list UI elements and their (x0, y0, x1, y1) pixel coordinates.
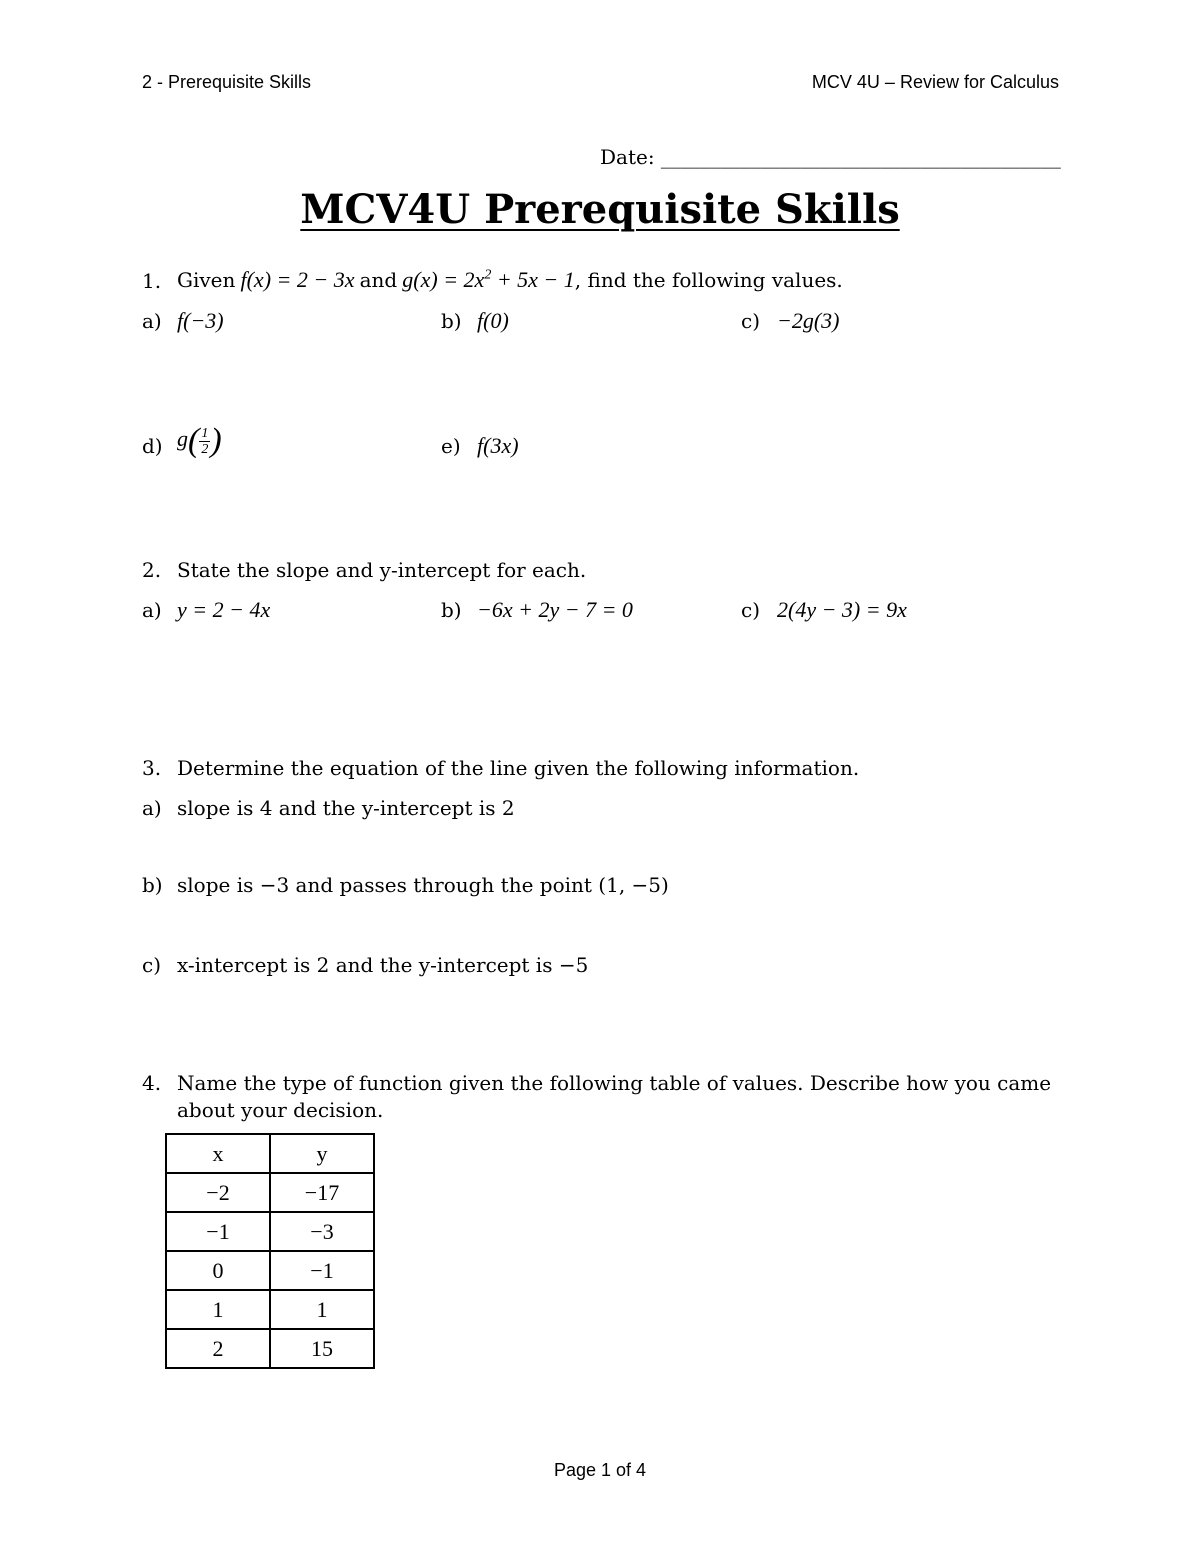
header-left: 2 - Prerequisite Skills (142, 72, 312, 92)
table-row (166, 1173, 374, 1212)
table-cell-x: 0 (166, 1251, 270, 1290)
q1-prompt (177, 267, 843, 293)
table-header-row (166, 1134, 374, 1173)
q1d-denominator: 2 (201, 441, 209, 457)
q3b-text: slope is −3 and passes through the point (1, −5) (177, 873, 669, 897)
q1-g-def-rest: + 5x − 1 (491, 267, 575, 292)
q3c-text: x-intercept is 2 and the y-intercept is −5 (177, 953, 589, 977)
q1d-fraction (199, 426, 210, 457)
q1d-right-paren: ) (210, 422, 222, 459)
page-title: MCV4U Prerequisite Skills (300, 186, 900, 233)
q1e-label: e) (441, 434, 461, 458)
q1d-numerator: 1 (201, 425, 209, 441)
q1d-label: d) (142, 434, 163, 458)
q1d-expression (177, 422, 222, 460)
q3a-label: a) (142, 796, 162, 820)
table-cell-x: 1 (166, 1290, 270, 1329)
q1b-label: b) (441, 309, 462, 333)
q1-g-def-exponent: 2 (484, 267, 492, 283)
table-cell-y: −1 (270, 1251, 374, 1290)
q1a-label: a) (142, 309, 162, 333)
q1-number: 1. (142, 269, 162, 293)
q2a-expression: y = 2 − 4x (177, 597, 271, 622)
table-cell-y: −17 (270, 1173, 374, 1212)
q2b-expression: −6x + 2y − 7 = 0 (477, 597, 633, 622)
table-cell-x: −2 (166, 1173, 270, 1212)
q2c-expression: 2(4y − 3) = 9x (777, 597, 907, 622)
table-cell-y: 1 (270, 1290, 374, 1329)
table-row (166, 1290, 374, 1329)
q1-f-definition: f(x) = 2 − 3x (240, 267, 355, 292)
q1-g-definition (402, 267, 575, 292)
date-field: Date: ________________________________________ (600, 145, 1061, 169)
page-number-footer: Page 1 of 4 (553, 1460, 647, 1480)
q3c-label: c) (142, 953, 162, 977)
q2b-label: b) (441, 598, 462, 622)
values-table (165, 1133, 375, 1369)
q2-number: 2. (142, 558, 162, 582)
table-cell-y: 15 (270, 1329, 374, 1368)
table-cell-x: 2 (166, 1329, 270, 1368)
q1c-label: c) (741, 309, 761, 333)
q2c-label: c) (741, 598, 761, 622)
q1-text-a: Given (177, 268, 236, 292)
q4-prompt-line1: Name the type of function given the following table of values. Describe how you came (177, 1071, 1052, 1095)
q4-number: 4. (142, 1071, 162, 1095)
table-header-y: y (270, 1134, 374, 1173)
q3-prompt: Determine the equation of the line given the following information. (177, 756, 860, 780)
q1e-expression: f(3x) (477, 433, 519, 458)
q1-g-def-base: g(x) = 2x (402, 267, 485, 292)
q1c-expression: −2g(3) (777, 308, 840, 333)
table-cell-x: −1 (166, 1212, 270, 1251)
q3a-text: slope is 4 and the y-intercept is 2 (177, 796, 515, 820)
q1d-left-paren: ( (188, 422, 200, 459)
table-header-x: x (166, 1134, 270, 1173)
q1b-expression: f(0) (477, 308, 509, 333)
q1-text-b: , find the following values. (574, 268, 843, 292)
table-row (166, 1212, 374, 1251)
q3-number: 3. (142, 756, 162, 780)
table-cell-y: −3 (270, 1212, 374, 1251)
header-right: MCV 4U – Review for Calculus (811, 72, 1059, 92)
q3b-label: b) (142, 873, 163, 897)
table-row (166, 1329, 374, 1368)
q4-prompt-line2: about your decision. (177, 1098, 384, 1122)
table-row (166, 1251, 374, 1290)
q1a-expression: f(−3) (177, 308, 224, 333)
q2-prompt: State the slope and y-intercept for each. (177, 558, 587, 582)
q2a-label: a) (142, 598, 162, 622)
q1d-func: g (177, 426, 188, 452)
q1-and: and (359, 268, 398, 292)
